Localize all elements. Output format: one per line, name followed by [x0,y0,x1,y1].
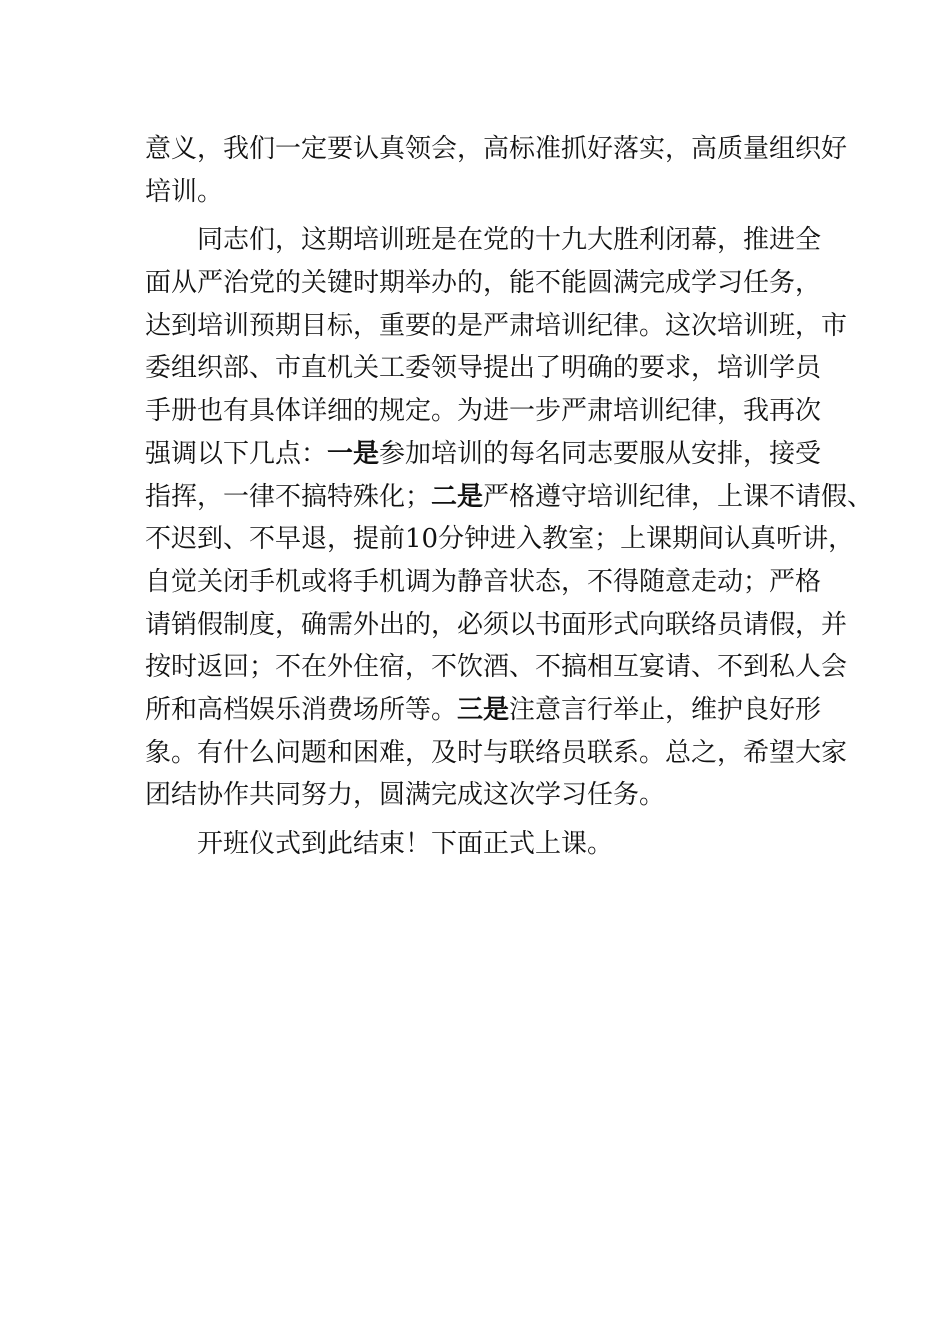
paragraph2-line1: 同志们，这期培训班是在党的十九大胜利闭幕，推进全 [197,225,822,256]
line7-text-pre: 指挥，一律不搞特殊化； [145,481,432,512]
paragraph2-line11: 按时返回；不在外住宿，不饮酒、不搞相互宴请、不到私人会 [145,652,848,683]
paragraph2-line10: 请销假制度，确需外出的，必须以书面形式向联络员请假，并 [145,609,848,640]
paragraph2-line12 [145,689,835,732]
point-three-label: 三是 [457,694,510,725]
document-body [145,128,874,866]
paragraph2-line9: 自觉关闭手机或将手机调为静音状态，不得随意走动；严格 [145,566,822,597]
line6-text-pre: 强调以下几点： [145,438,328,469]
paragraph2-line6 [145,433,835,476]
paragraph1-line1: 意义，我们一定要认真领会，高标准抓好落实，高质量组织好 [145,134,848,164]
paragraph2-line8: 不迟到、不早退，提前10分钟进入教室；上课期间认真听讲， [145,524,855,555]
paragraph1-line2: 培训。 [145,176,224,207]
point-one-label: 一是 [327,438,380,469]
paragraph3-line1: 开班仪式到此结束！下面正式上课。 [197,829,614,859]
line7-text-post: 严格遵守培训纪律，上课不请假、 [483,481,874,512]
paragraph2-line3: 达到培训预期目标，重要的是严肃培训纪律。这次培训班，市 [145,310,848,341]
point-two-label: 二是 [431,481,484,512]
paragraph2-line13: 象。有什么问题和困难，及时与联络员联系。总之，希望大家 [145,737,848,768]
paragraph2-line5: 手册也有具体详细的规定。为进一步严肃培训纪律，我再次 [145,396,822,427]
paragraph2-line7 [145,476,874,519]
line12-text-post: 注意言行举止，维护良好形 [509,694,822,725]
line6-text-post: 参加培训的每名同志要服从安排，接受 [379,438,822,469]
paragraph2-line4: 委组织部、市直机关工委领导提出了明确的要求，培训学员 [145,353,822,384]
paragraph2-line2: 面从严治党的关键时期举办的，能不能圆满完成学习任务， [145,268,822,299]
paragraph2-line14: 团结协作共同努力，圆满完成这次学习任务。 [145,780,666,811]
line12-text-pre: 所和高档娱乐消费场所等。 [145,694,458,725]
